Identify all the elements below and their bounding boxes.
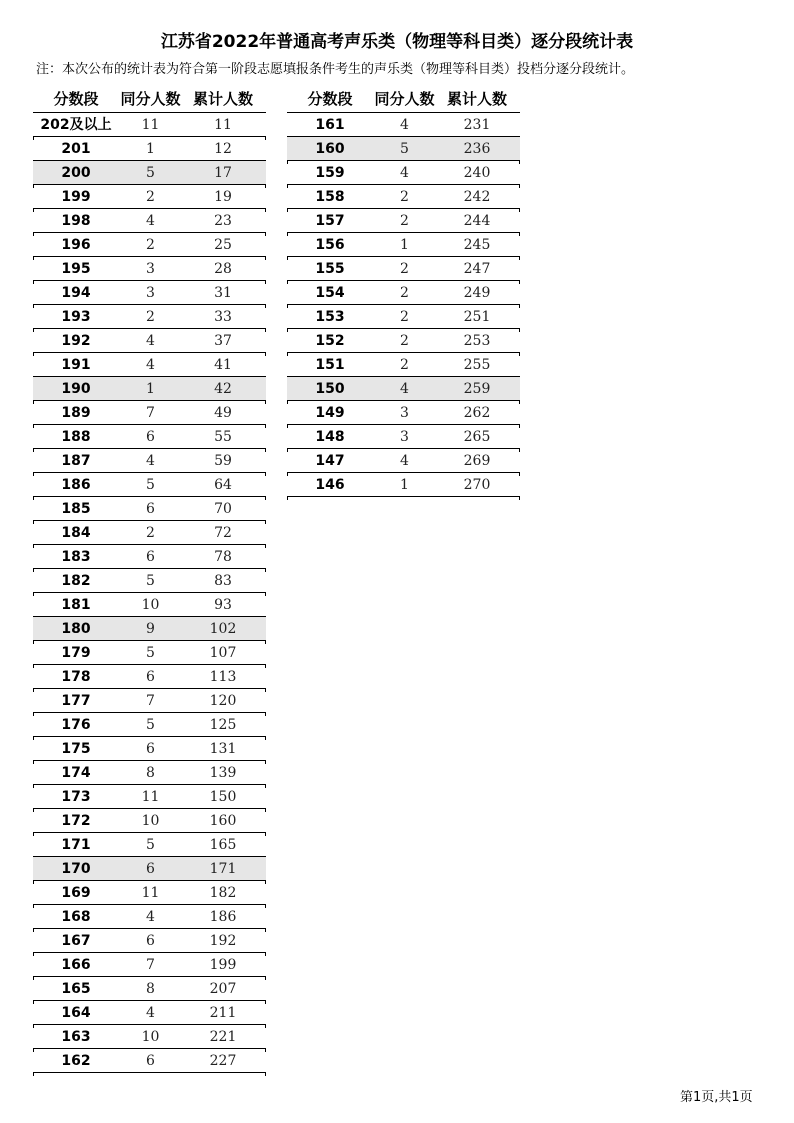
score-cell: 196 [61, 237, 91, 253]
same-count-cell: 1 [146, 141, 155, 157]
same-count-cell: 4 [146, 357, 155, 373]
cumulative-cell: 247 [463, 261, 491, 277]
cumulative-cell: 171 [209, 861, 237, 877]
cumulative-cell: 165 [209, 837, 237, 853]
cumulative-cell: 23 [214, 213, 232, 229]
same-count-cell: 10 [141, 1029, 160, 1045]
same-count-cell: 6 [146, 429, 155, 445]
score-cell: 153 [315, 309, 345, 325]
score-cell: 174 [61, 765, 91, 781]
cumulative-cell: 245 [463, 237, 491, 253]
same-count-cell: 11 [141, 789, 160, 805]
score-cell: 201 [61, 141, 91, 157]
score-cell: 165 [61, 981, 91, 997]
same-count-cell: 8 [146, 765, 155, 781]
same-count-cell: 2 [146, 237, 155, 253]
score-table-left [33, 86, 266, 1073]
cumulative-cell: 55 [214, 429, 232, 445]
cumulative-cell: 227 [209, 1053, 237, 1069]
score-cell: 166 [61, 957, 91, 973]
same-count-cell: 2 [146, 525, 155, 541]
cumulative-cell: 242 [463, 189, 491, 205]
score-cell: 192 [61, 333, 91, 349]
score-cell: 186 [61, 477, 91, 493]
same-count-cell: 2 [146, 189, 155, 205]
table-header [287, 86, 520, 113]
score-cell: 170 [61, 861, 91, 877]
cumulative-cell: 59 [214, 453, 232, 469]
cumulative-cell: 64 [214, 477, 232, 493]
table-row [33, 977, 266, 1001]
score-cell: 161 [315, 117, 345, 133]
score-cell: 147 [315, 453, 345, 469]
score-cell: 202及以上 [40, 117, 112, 133]
same-count-cell: 2 [400, 309, 409, 325]
cumulative-cell: 255 [463, 357, 491, 373]
score-cell: 160 [315, 141, 345, 157]
same-count-cell: 6 [146, 669, 155, 685]
score-cell: 178 [61, 669, 91, 685]
score-cell: 187 [61, 453, 91, 469]
table-row [287, 377, 520, 401]
header-same-count: 同分人数 [374, 90, 435, 108]
table-row [33, 1025, 266, 1049]
table-row [33, 329, 266, 353]
header-score: 分数段 [307, 90, 353, 108]
table-row [33, 257, 266, 281]
cumulative-cell: 207 [209, 981, 237, 997]
score-cell: 151 [315, 357, 345, 373]
cumulative-cell: 160 [209, 813, 237, 829]
same-count-cell: 1 [400, 477, 409, 493]
score-cell: 172 [61, 813, 91, 829]
table-row [287, 305, 520, 329]
same-count-cell: 4 [146, 453, 155, 469]
table-row [33, 137, 266, 161]
table-row [33, 953, 266, 977]
table-header [33, 86, 266, 113]
table-row [33, 473, 266, 497]
same-count-cell: 4 [146, 333, 155, 349]
table-row [287, 113, 520, 137]
cumulative-cell: 17 [214, 165, 232, 181]
header-score: 分数段 [53, 90, 99, 108]
cumulative-cell: 37 [214, 333, 232, 349]
same-count-cell: 6 [146, 861, 155, 877]
score-cell: 193 [61, 309, 91, 325]
same-count-cell: 4 [400, 165, 409, 181]
same-count-cell: 1 [146, 381, 155, 397]
cumulative-cell: 120 [209, 693, 237, 709]
same-count-cell: 5 [146, 477, 155, 493]
same-count-cell: 3 [146, 261, 155, 277]
cumulative-cell: 262 [463, 405, 491, 421]
cumulative-cell: 12 [214, 141, 232, 157]
score-cell: 168 [61, 909, 91, 925]
table-row [287, 233, 520, 257]
cumulative-cell: 221 [209, 1029, 237, 1045]
table-row [33, 905, 266, 929]
table-row [33, 617, 266, 641]
cumulative-cell: 265 [463, 429, 491, 445]
same-count-cell: 6 [146, 1053, 155, 1069]
score-cell: 158 [315, 189, 345, 205]
table-row [33, 185, 266, 209]
cumulative-cell: 244 [463, 213, 491, 229]
same-count-cell: 9 [146, 621, 155, 637]
score-cell: 157 [315, 213, 345, 229]
score-cell: 152 [315, 333, 345, 349]
same-count-cell: 2 [146, 309, 155, 325]
same-count-cell: 3 [400, 405, 409, 421]
score-cell: 198 [61, 213, 91, 229]
header-same-count: 同分人数 [120, 90, 181, 108]
table-row [33, 545, 266, 569]
table-row [33, 689, 266, 713]
same-count-cell: 2 [400, 261, 409, 277]
same-count-cell: 7 [146, 957, 155, 973]
score-cell: 148 [315, 429, 345, 445]
score-cell: 195 [61, 261, 91, 277]
table-row [33, 1049, 266, 1073]
same-count-cell: 6 [146, 741, 155, 757]
table-row [33, 713, 266, 737]
same-count-cell: 10 [141, 813, 160, 829]
cumulative-cell: 270 [463, 477, 491, 493]
score-cell: 175 [61, 741, 91, 757]
cumulative-cell: 33 [214, 309, 232, 325]
cumulative-cell: 199 [209, 957, 237, 973]
cumulative-cell: 42 [214, 381, 232, 397]
cumulative-cell: 49 [214, 405, 232, 421]
table-row [33, 233, 266, 257]
score-cell: 150 [315, 381, 345, 397]
score-cell: 180 [61, 621, 91, 637]
cumulative-cell: 28 [214, 261, 232, 277]
score-cell: 173 [61, 789, 91, 805]
cumulative-cell: 107 [209, 645, 237, 661]
same-count-cell: 2 [400, 189, 409, 205]
table-row [33, 161, 266, 185]
same-count-cell: 6 [146, 933, 155, 949]
same-count-cell: 5 [146, 645, 155, 661]
cumulative-cell: 93 [214, 597, 232, 613]
score-cell: 185 [61, 501, 91, 517]
cumulative-cell: 182 [209, 885, 237, 901]
table-row [33, 377, 266, 401]
score-cell: 155 [315, 261, 345, 277]
table-row [33, 569, 266, 593]
cumulative-cell: 70 [214, 501, 232, 517]
table-row [33, 305, 266, 329]
table-row [287, 353, 520, 377]
score-cell: 164 [61, 1005, 91, 1021]
same-count-cell: 2 [400, 285, 409, 301]
table-row [33, 281, 266, 305]
table-row [33, 449, 266, 473]
cumulative-cell: 192 [209, 933, 237, 949]
score-cell: 159 [315, 165, 345, 181]
score-cell: 156 [315, 237, 345, 253]
same-count-cell: 4 [146, 1005, 155, 1021]
table-row [287, 161, 520, 185]
table-row [33, 929, 266, 953]
table-row [33, 1001, 266, 1025]
cumulative-cell: 11 [214, 117, 232, 133]
cumulative-cell: 113 [209, 669, 237, 685]
cumulative-cell: 150 [209, 789, 237, 805]
same-count-cell: 3 [146, 285, 155, 301]
table-row [33, 593, 266, 617]
cumulative-cell: 131 [209, 741, 237, 757]
same-count-cell: 11 [141, 885, 160, 901]
score-cell: 191 [61, 357, 91, 373]
same-count-cell: 11 [141, 117, 160, 133]
same-count-cell: 5 [146, 837, 155, 853]
table-row [287, 329, 520, 353]
score-cell: 171 [61, 837, 91, 853]
table-row [33, 857, 266, 881]
cumulative-cell: 139 [209, 765, 237, 781]
table-row [33, 665, 266, 689]
score-cell: 176 [61, 717, 91, 733]
score-cell: 154 [315, 285, 345, 301]
cumulative-cell: 19 [214, 189, 232, 205]
score-cell: 200 [61, 165, 91, 181]
same-count-cell: 4 [400, 453, 409, 469]
cumulative-cell: 102 [209, 621, 237, 637]
cumulative-cell: 240 [463, 165, 491, 181]
cumulative-cell: 211 [209, 1005, 237, 1021]
cumulative-cell: 251 [463, 309, 491, 325]
score-cell: 189 [61, 405, 91, 421]
cumulative-cell: 249 [463, 285, 491, 301]
score-cell: 169 [61, 885, 91, 901]
same-count-cell: 4 [400, 381, 409, 397]
cumulative-cell: 83 [214, 573, 232, 589]
score-cell: 188 [61, 429, 91, 445]
cumulative-cell: 25 [214, 237, 232, 253]
score-cell: 177 [61, 693, 91, 709]
cumulative-cell: 125 [209, 717, 237, 733]
score-cell: 183 [61, 549, 91, 565]
same-count-cell: 5 [146, 573, 155, 589]
table-row [33, 353, 266, 377]
same-count-cell: 7 [146, 405, 155, 421]
header-cumulative: 累计人数 [192, 90, 253, 108]
cumulative-cell: 253 [463, 333, 491, 349]
same-count-cell: 6 [146, 549, 155, 565]
same-count-cell: 5 [400, 141, 409, 157]
table-row [287, 401, 520, 425]
table-row [287, 281, 520, 305]
table-row [287, 257, 520, 281]
score-cell: 146 [315, 477, 345, 493]
table-row [33, 497, 266, 521]
same-count-cell: 4 [146, 213, 155, 229]
table-row [287, 137, 520, 161]
score-cell: 167 [61, 933, 91, 949]
same-count-cell: 3 [400, 429, 409, 445]
table-row [33, 401, 266, 425]
table-row [33, 521, 266, 545]
score-cell: 181 [61, 597, 91, 613]
table-row [287, 185, 520, 209]
table-note: 注：本次公布的统计表为符合第一阶段志愿填报条件考生的声乐类（物理等科目类）投档分逐分段统计。 [36, 62, 635, 77]
score-cell: 184 [61, 525, 91, 541]
score-cell: 163 [61, 1029, 91, 1045]
score-cell: 149 [315, 405, 345, 421]
page-footer: 第1页,共1页 [680, 1090, 753, 1105]
same-count-cell: 7 [146, 693, 155, 709]
same-count-cell: 4 [146, 909, 155, 925]
table-row [287, 449, 520, 473]
score-table-right [287, 86, 520, 497]
score-cell: 182 [61, 573, 91, 589]
table-row [33, 785, 266, 809]
table-row [33, 761, 266, 785]
table-row [33, 881, 266, 905]
same-count-cell: 5 [146, 165, 155, 181]
same-count-cell: 2 [400, 213, 409, 229]
cumulative-cell: 236 [463, 141, 491, 157]
cumulative-cell: 186 [209, 909, 237, 925]
same-count-cell: 4 [400, 117, 409, 133]
score-cell: 194 [61, 285, 91, 301]
score-cell: 199 [61, 189, 91, 205]
page-title: 江苏省2022年普通高考声乐类（物理等科目类）逐分段统计表 [160, 32, 634, 52]
cumulative-cell: 78 [214, 549, 232, 565]
cumulative-cell: 72 [214, 525, 232, 541]
cumulative-cell: 269 [463, 453, 491, 469]
same-count-cell: 8 [146, 981, 155, 997]
table-row [33, 641, 266, 665]
same-count-cell: 1 [400, 237, 409, 253]
cumulative-cell: 31 [214, 285, 232, 301]
same-count-cell: 2 [400, 333, 409, 349]
score-cell: 190 [61, 381, 91, 397]
same-count-cell: 10 [141, 597, 160, 613]
cumulative-cell: 41 [214, 357, 232, 373]
table-row [33, 425, 266, 449]
cumulative-cell: 259 [463, 381, 491, 397]
table-row [33, 113, 266, 137]
same-count-cell: 2 [400, 357, 409, 373]
table-row [287, 209, 520, 233]
score-cell: 179 [61, 645, 91, 661]
table-row [33, 737, 266, 761]
same-count-cell: 5 [146, 717, 155, 733]
table-row [33, 833, 266, 857]
table-row [287, 425, 520, 449]
table-row [287, 473, 520, 497]
same-count-cell: 6 [146, 501, 155, 517]
cumulative-cell: 231 [463, 117, 491, 133]
table-row [33, 209, 266, 233]
score-cell: 162 [61, 1053, 91, 1069]
header-cumulative: 累计人数 [446, 90, 507, 108]
table-row [33, 809, 266, 833]
